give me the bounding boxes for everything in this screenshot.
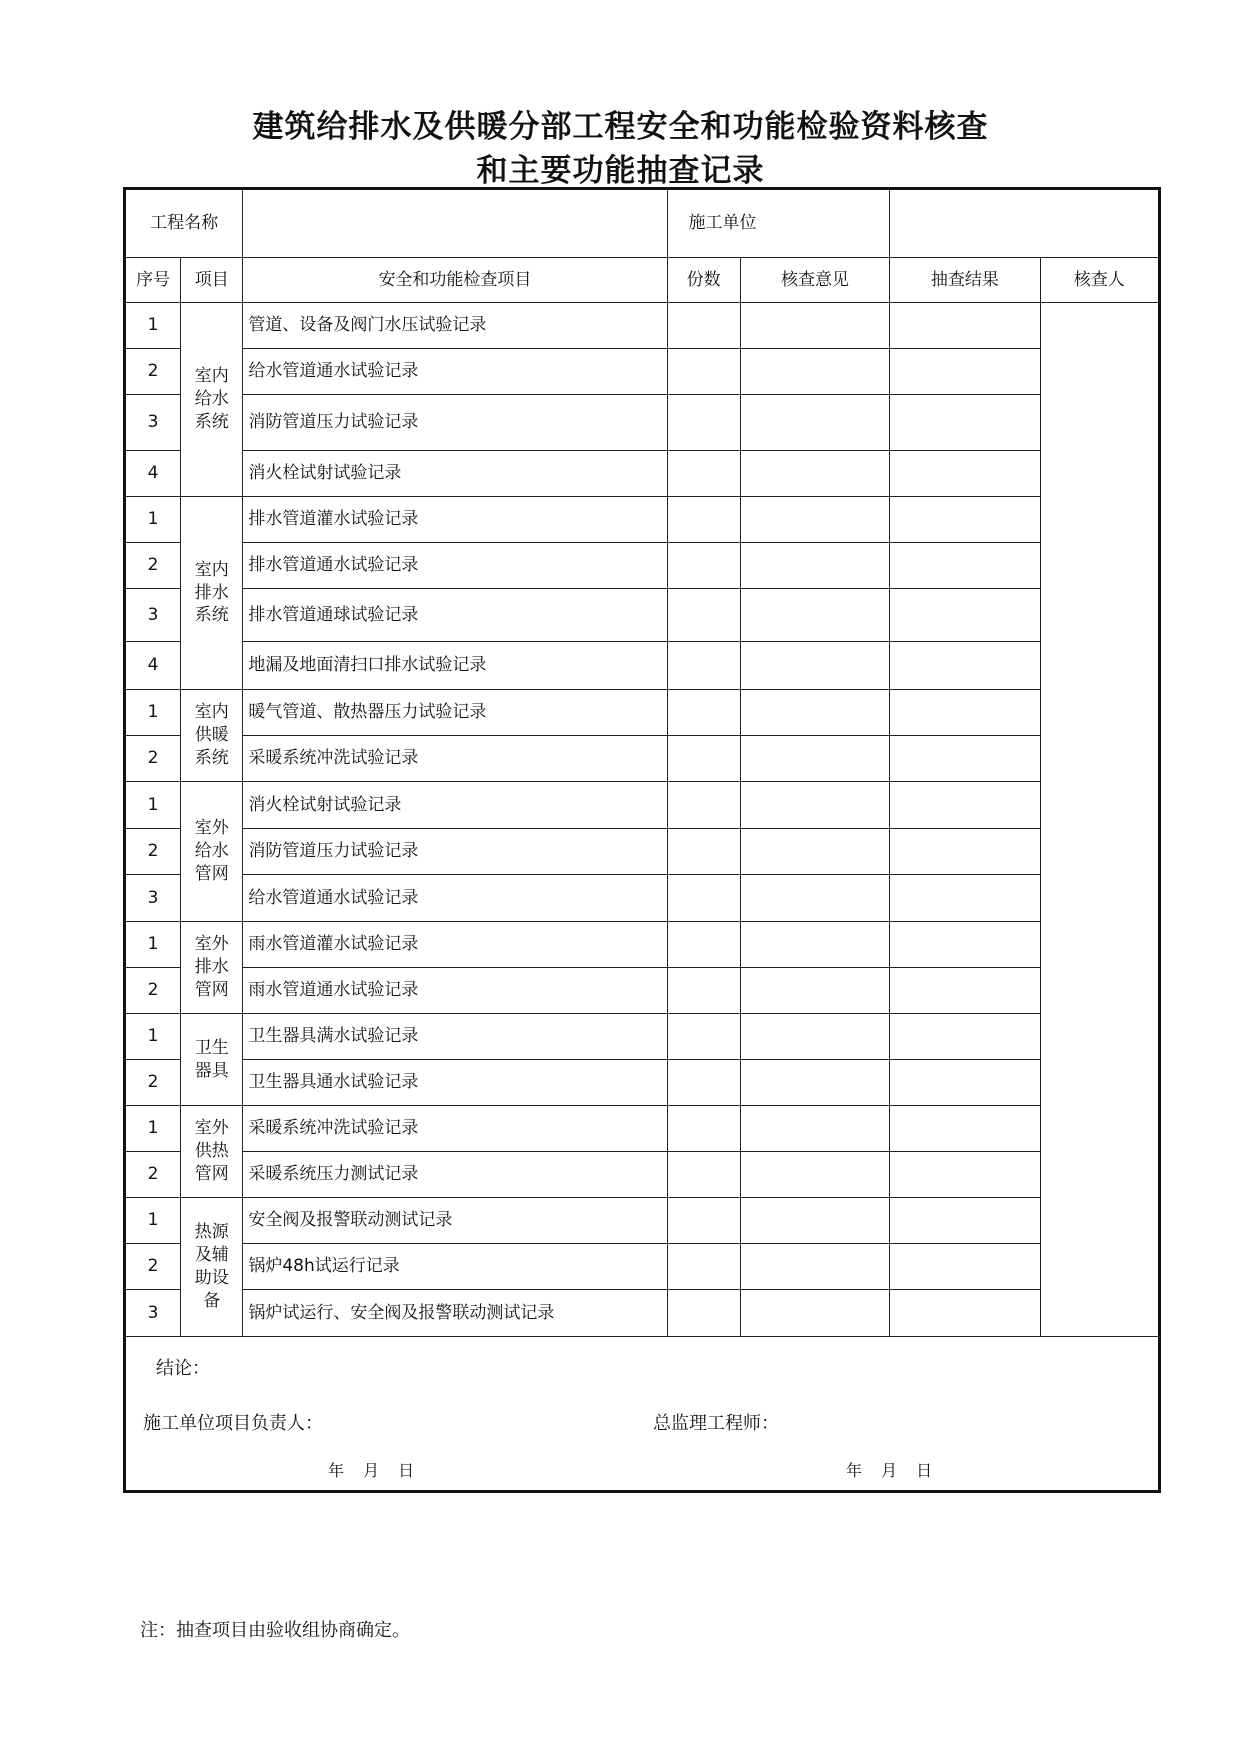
opinion-cell[interactable] [740, 395, 889, 451]
copies-cell[interactable] [667, 922, 740, 968]
conclusion-label: 结论： [156, 1358, 210, 1379]
row-no: 2 [125, 736, 181, 782]
header-copies: 份数 [667, 258, 740, 303]
check-item-name: 锅炉48h试运行记录 [243, 1244, 667, 1290]
table-row [125, 1290, 1160, 1337]
copies-cell[interactable] [667, 1244, 740, 1290]
category-line: 器具 [194, 1060, 229, 1081]
copies-cell[interactable] [667, 642, 740, 690]
check-item-name: 雨水管道通水试验记录 [243, 968, 667, 1014]
opinion-cell[interactable] [740, 968, 889, 1014]
row-no: 2 [125, 968, 181, 1014]
result-cell[interactable] [890, 1152, 1040, 1198]
category-line: 及辅 [194, 1245, 229, 1266]
copies-cell[interactable] [667, 395, 740, 451]
header-opinion: 核查意见 [740, 258, 889, 303]
copies-cell[interactable] [667, 968, 740, 1014]
opinion-cell[interactable] [740, 736, 889, 782]
result-cell[interactable] [890, 829, 1040, 875]
check-item-name: 给水管道通水试验记录 [243, 349, 667, 395]
copies-cell[interactable] [667, 690, 740, 736]
footer-row [125, 1337, 1160, 1492]
result-cell[interactable] [890, 690, 1040, 736]
table-row [125, 642, 1160, 690]
copies-cell[interactable] [667, 1198, 740, 1244]
row-no: 4 [125, 642, 181, 690]
category-line: 给水 [194, 389, 229, 410]
form-title-line2: 和主要功能抽查记录 [476, 153, 765, 189]
row-no: 2 [125, 1152, 181, 1198]
table-row [125, 1244, 1160, 1290]
check-item-name: 排水管道通球试验记录 [243, 589, 667, 642]
result-cell[interactable] [890, 303, 1040, 349]
row-no: 1 [125, 690, 181, 736]
category-line: 系统 [194, 605, 229, 626]
table-row [125, 395, 1160, 451]
opinion-cell[interactable] [740, 922, 889, 968]
check-item-name: 卫生器具通水试验记录 [243, 1060, 667, 1106]
contractor-field[interactable] [890, 189, 1160, 258]
row-no: 2 [125, 1244, 181, 1290]
check-item-name: 雨水管道灌水试验记录 [243, 922, 667, 968]
copies-cell[interactable] [667, 829, 740, 875]
opinion-cell[interactable] [740, 451, 889, 497]
date-right: 年 月 日 [846, 1461, 933, 1480]
category-line: 供热 [194, 1141, 229, 1162]
category-line: 热源 [194, 1222, 229, 1243]
opinion-cell[interactable] [740, 543, 889, 589]
result-cell[interactable] [890, 875, 1040, 922]
category-line: 室外 [194, 934, 229, 955]
table-row [125, 736, 1160, 782]
table-row [125, 782, 1160, 829]
table-row [125, 1106, 1160, 1152]
category-line: 系统 [194, 411, 229, 432]
project-name-label: 工程名称 [125, 189, 243, 258]
category-line: 室内 [194, 366, 229, 387]
result-cell[interactable] [890, 543, 1040, 589]
inspection-table [123, 187, 1161, 1493]
category-line: 供暖 [194, 725, 229, 746]
opinion-cell[interactable] [740, 497, 889, 543]
copies-cell[interactable] [667, 349, 740, 395]
table-row [125, 543, 1160, 589]
opinion-cell[interactable] [740, 1198, 889, 1244]
category-line: 室外 [194, 1118, 229, 1139]
header-no: 序号 [125, 258, 181, 303]
table-row [125, 922, 1160, 968]
opinion-cell[interactable] [740, 1014, 889, 1060]
table-row [125, 875, 1160, 922]
check-item-name: 消防管道压力试验记录 [243, 829, 667, 875]
row-no: 3 [125, 1290, 181, 1337]
check-item-name: 地漏及地面清扫口排水试验记录 [243, 642, 667, 690]
result-cell[interactable] [890, 736, 1040, 782]
row-no: 3 [125, 875, 181, 922]
header-check-item: 安全和功能检查项目 [243, 258, 667, 303]
check-item-name: 消火栓试射试验记录 [243, 451, 667, 497]
row-no: 1 [125, 303, 181, 349]
table-row [125, 1198, 1160, 1244]
opinion-cell[interactable] [740, 875, 889, 922]
row-no: 1 [125, 1106, 181, 1152]
check-item-name: 排水管道灌水试验记录 [243, 497, 667, 543]
result-cell[interactable] [890, 968, 1040, 1014]
row-no: 3 [125, 589, 181, 642]
result-cell[interactable] [890, 782, 1040, 829]
table-row [125, 451, 1160, 497]
copies-cell[interactable] [667, 1106, 740, 1152]
project-name-field[interactable] [243, 189, 667, 258]
header-result: 抽查结果 [890, 258, 1040, 303]
category-line: 管网 [194, 863, 229, 884]
category-cell [181, 1106, 243, 1198]
contractor-manager-label: 施工单位项目负责人： [143, 1413, 323, 1434]
opinion-cell[interactable] [740, 1152, 889, 1198]
category-line: 卫生 [194, 1037, 229, 1058]
check-item-name: 暖气管道、散热器压力试验记录 [243, 690, 667, 736]
checker-cell[interactable] [1040, 303, 1159, 1337]
date-left: 年 月 日 [328, 1461, 415, 1480]
opinion-cell[interactable] [740, 782, 889, 829]
result-cell[interactable] [890, 395, 1040, 451]
table-row [125, 497, 1160, 543]
row-no: 2 [125, 829, 181, 875]
copies-cell[interactable] [667, 782, 740, 829]
result-cell[interactable] [890, 1106, 1040, 1152]
check-item-name: 采暖系统冲洗试验记录 [243, 736, 667, 782]
result-cell[interactable] [890, 349, 1040, 395]
row-no: 1 [125, 782, 181, 829]
category-line: 系统 [194, 747, 229, 768]
table-row [125, 1152, 1160, 1198]
table-row [125, 303, 1160, 349]
footer-cell [125, 1337, 1160, 1492]
table-row [125, 968, 1160, 1014]
category-line: 室内 [194, 702, 229, 723]
category-cell [181, 497, 243, 690]
row-no: 1 [125, 1014, 181, 1060]
category-line: 室外 [194, 818, 229, 839]
result-cell[interactable] [890, 1014, 1040, 1060]
result-cell[interactable] [890, 1244, 1040, 1290]
check-item-name: 采暖系统冲洗试验记录 [243, 1106, 667, 1152]
category-line: 管网 [194, 979, 229, 1000]
copies-cell[interactable] [667, 589, 740, 642]
category-cell [181, 1198, 243, 1337]
row-no: 2 [125, 349, 181, 395]
copies-cell[interactable] [667, 1152, 740, 1198]
category-line: 管网 [194, 1163, 229, 1184]
table-row [125, 690, 1160, 736]
table-row [125, 1014, 1160, 1060]
opinion-cell[interactable] [740, 1106, 889, 1152]
row-no: 4 [125, 451, 181, 497]
check-item-name: 排水管道通水试验记录 [243, 543, 667, 589]
check-item-name: 消防管道压力试验记录 [243, 395, 667, 451]
row-no: 1 [125, 497, 181, 543]
copies-cell[interactable] [667, 1290, 740, 1337]
row-no: 1 [125, 1198, 181, 1244]
row-no: 2 [125, 543, 181, 589]
table-row [125, 589, 1160, 642]
opinion-cell[interactable] [740, 829, 889, 875]
check-item-name: 安全阀及报警联动测试记录 [243, 1198, 667, 1244]
row-no: 3 [125, 395, 181, 451]
form-title-line1: 建筑给排水及供暖分部工程安全和功能检验资料核查 [252, 109, 989, 145]
check-item-name: 管道、设备及阀门水压试验记录 [243, 303, 667, 349]
opinion-cell[interactable] [740, 1060, 889, 1106]
info-row [125, 189, 1160, 258]
copies-cell[interactable] [667, 1014, 740, 1060]
check-item-name: 消火栓试射试验记录 [243, 782, 667, 829]
row-no: 1 [125, 922, 181, 968]
header-item: 项目 [181, 258, 243, 303]
footnote: 注：抽查项目由验收组协商确定。 [140, 1620, 410, 1641]
opinion-cell[interactable] [740, 1244, 889, 1290]
copies-cell[interactable] [667, 451, 740, 497]
result-cell[interactable] [890, 922, 1040, 968]
check-item-name: 卫生器具满水试验记录 [243, 1014, 667, 1060]
header-checker: 核查人 [1040, 258, 1159, 303]
opinion-cell[interactable] [740, 690, 889, 736]
table-row [125, 1060, 1160, 1106]
result-cell[interactable] [890, 1290, 1040, 1337]
result-cell[interactable] [890, 1060, 1040, 1106]
opinion-cell[interactable] [740, 349, 889, 395]
category-cell [181, 1014, 243, 1106]
result-cell[interactable] [890, 1198, 1040, 1244]
opinion-cell[interactable] [740, 589, 889, 642]
copies-cell[interactable] [667, 497, 740, 543]
category-cell [181, 690, 243, 782]
category-line: 助设 [194, 1268, 229, 1288]
category-cell [181, 303, 243, 497]
table-row [125, 829, 1160, 875]
opinion-cell[interactable] [740, 1290, 889, 1337]
check-item-name: 锅炉试运行、安全阀及报警联动测试记录 [243, 1290, 667, 1337]
result-cell[interactable] [890, 589, 1040, 642]
category-line: 排水 [194, 582, 229, 603]
category-line: 备 [203, 1290, 221, 1311]
copies-cell[interactable] [667, 543, 740, 589]
category-line: 给水 [194, 841, 229, 862]
contractor-label: 施工单位 [667, 189, 890, 258]
table-row [125, 349, 1160, 395]
check-item-name: 采暖系统压力测试记录 [243, 1152, 667, 1198]
category-line: 排水 [194, 957, 229, 978]
copies-cell[interactable] [667, 303, 740, 349]
row-no: 2 [125, 1060, 181, 1106]
chief-supervisor-label: 总监理工程师： [653, 1413, 779, 1434]
result-cell[interactable] [890, 642, 1040, 690]
result-cell[interactable] [890, 451, 1040, 497]
copies-cell[interactable] [667, 1060, 740, 1106]
result-cell[interactable] [890, 497, 1040, 543]
opinion-cell[interactable] [740, 303, 889, 349]
copies-cell[interactable] [667, 736, 740, 782]
category-line: 室内 [194, 559, 229, 580]
category-cell [181, 782, 243, 922]
header-row [125, 258, 1160, 303]
copies-cell[interactable] [667, 875, 740, 922]
check-item-name: 给水管道通水试验记录 [243, 875, 667, 922]
opinion-cell[interactable] [740, 642, 889, 690]
category-cell [181, 922, 243, 1014]
